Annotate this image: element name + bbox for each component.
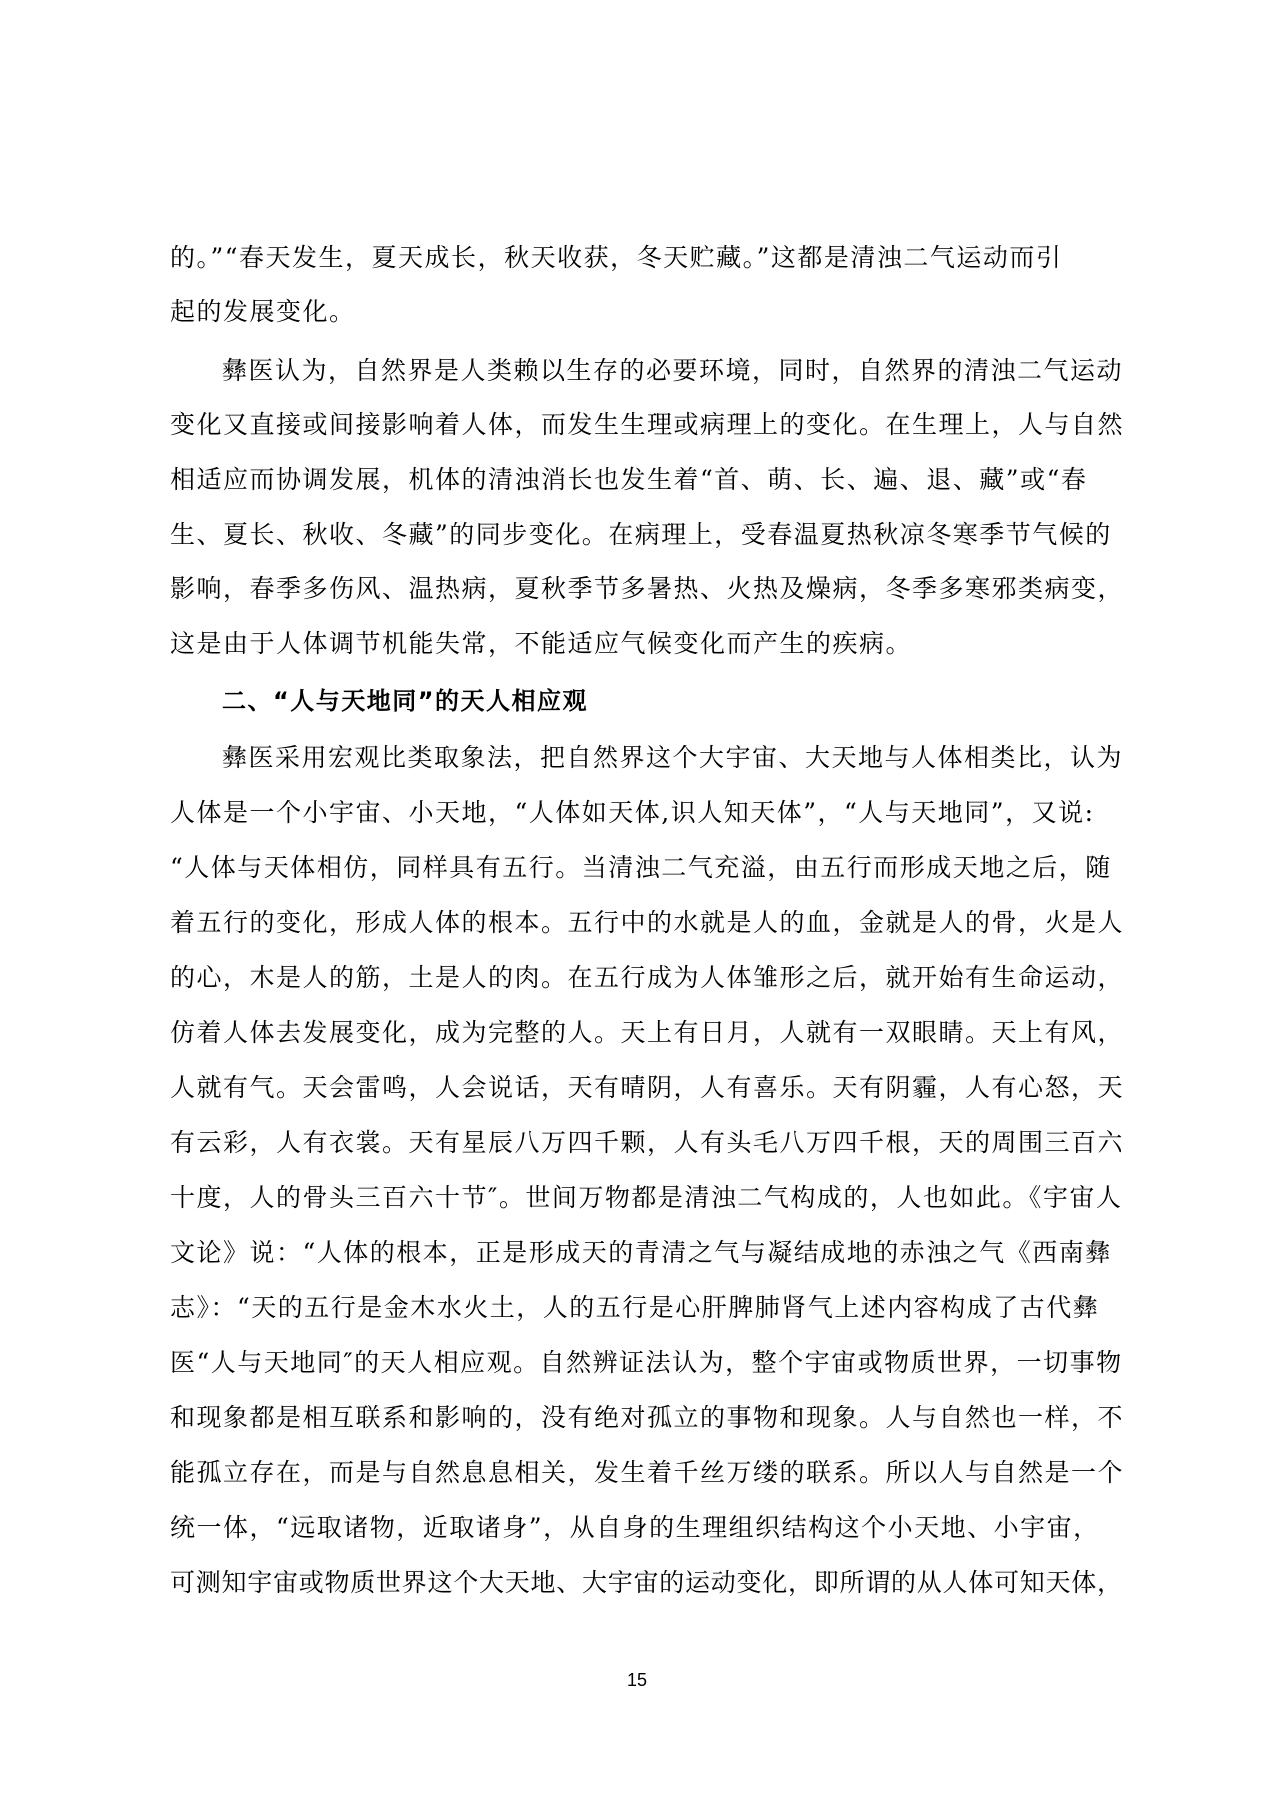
text-line-22: 和现象都是相互联系和影响的，没有绝对孤立的事物和现象。人与自然也一样，不	[170, 1403, 1125, 1432]
text-line-7: 影响，春季多伤风、温热病，夏秋季节多暑热、火热及燥病，冬季多寒邪类病变，	[170, 574, 1125, 603]
text-line-24: 统一体，“远取诸物，近取诸身”，从自身的生理组织结构这个小天地、小宇宙，	[170, 1513, 1100, 1542]
section-heading: 二、“人与天地同”的天人相应观	[222, 687, 589, 715]
text-line-5: 相适应而协调发展，机体的清浊消长也发生着“首、萌、长、遍、退、藏”或“春	[170, 465, 1088, 494]
text-line-20: 志》：“天的五行是金木水火土，人的五行是心肝脾肺肾气上述内容构成了古代彝	[170, 1293, 1100, 1322]
text-line-23: 能孤立存在，而是与自然息息相关，发生着千丝万缕的联系。所以人与自然是一个	[170, 1458, 1125, 1487]
text-line-4: 变化又直接或间接影响着人体，而发生生理或病理上的变化。在生理上，人与自然	[170, 410, 1125, 439]
text-line-10: 彝医采用宏观比类取象法，把自然界这个大宇宙、大天地与人体相类比，认为	[222, 743, 1124, 772]
text-line-17: 有云彩，人有衣裳。天有星辰八万四千颗，人有头毛八万四千根，天的周围三百六	[170, 1128, 1125, 1157]
text-line-25: 可测知宇宙或物质世界这个大天地、大宇宙的运动变化，即所谓的从人体可知天体，	[170, 1568, 1123, 1597]
text-line-11: 人体是一个小宇宙、小天地，“人体如天体,识人知天体”，“人与天地同”，又说:	[170, 798, 1095, 827]
text-line-6: 生、夏长、秋收、冬藏”的同步变化。在病理上，受春温夏热秋凉冬寒季节气候的	[170, 520, 1112, 549]
text-line-3: 彝医认为，自然界是人类赖以生存的必要环境，同时，自然界的清浊二气运动	[222, 356, 1124, 385]
text-line-18: 十度，人的骨头三百六十节″。世间万物都是清浊二气构成的，人也如此。《宇宙人	[170, 1183, 1123, 1212]
text-line-8: 这是由于人体调节机能失常，不能适应气候变化而产生的疾病。	[170, 629, 913, 658]
text-line-14: 的心，木是人的筋，土是人的肉。在五行成为人体雏形之后，就开始有生命运动，	[170, 963, 1125, 992]
text-line-16: 人就有气。天会雷鸣，人会说话，天有晴阴，人有喜乐。天有阴霾，人有心怒，天	[170, 1073, 1125, 1102]
page-number: 15	[626, 1670, 648, 1690]
text-line-12: “人体与天体相仿，同样具有五行。当清浊二气充溢，由五行而形成天地之后，随	[170, 853, 1112, 882]
text-line-1: 的。”“春天发生，夏天成长，秋天收获，冬天贮藏。”这都是清浊二气运动而引	[170, 243, 1063, 272]
text-line-2: 起的发展变化。	[170, 297, 356, 326]
text-line-21: 医“人与天地同″的天人相应观。自然辨证法认为，整个宇宙或物质世界，一切事物	[170, 1348, 1123, 1377]
text-line-13: 着五行的变化，形成人体的根本。五行中的水就是人的血，金就是人的骨，火是人	[170, 908, 1125, 937]
text-line-15: 仿着人体去发展变化，成为完整的人。天上有日月，人就有一双眼睛。天上有风，	[170, 1018, 1125, 1047]
text-line-19: 文论》说：“人体的根本，正是形成天的青清之气与凝结成地的赤浊之气《西南彝	[170, 1238, 1112, 1267]
